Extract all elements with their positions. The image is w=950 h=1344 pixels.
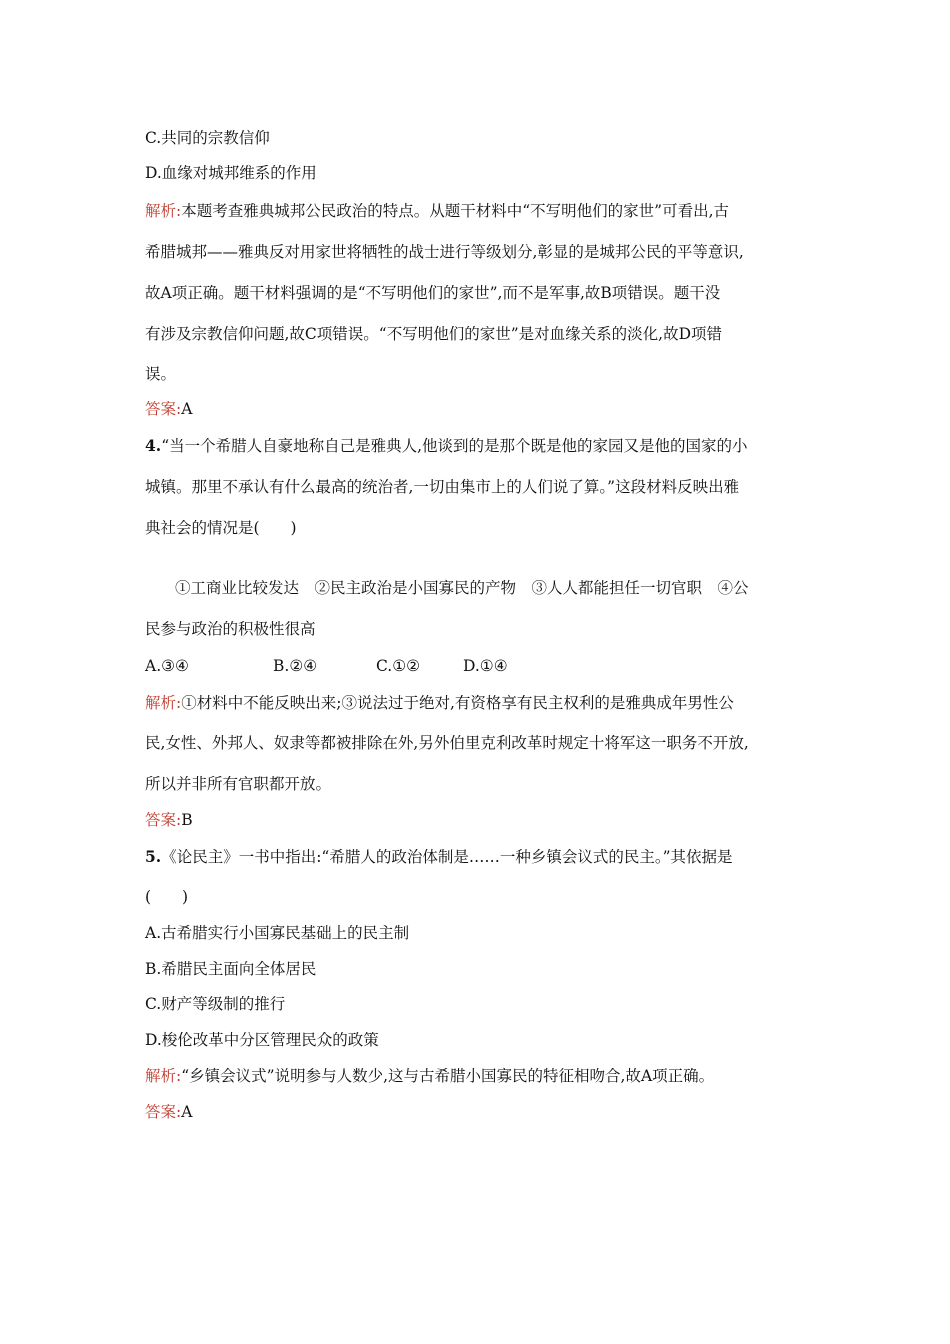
- q4-statements-line-1: ①工商业比较发达 ②民主政治是小国寡民的产物 ③人人都能担任一切官职 ④公: [175, 579, 749, 597]
- q3-analysis-line-3: 故A项正确。题干材料强调的是“不写明他们的家世”,而不是军事,故B项错误。题干没: [145, 284, 721, 302]
- q4-options: [145, 656, 508, 676]
- q5-answer-value: A: [181, 1103, 193, 1121]
- q5-analysis-text: “乡镇会议式”说明参与人数少,这与古希腊小国寡民的特征相吻合,故A项正确。: [181, 1067, 715, 1085]
- q5-stem-line-2: ( ): [145, 888, 189, 906]
- q3-analysis-line-4: 有涉及宗教信仰问题,故C项错误。“不写明他们的家世”是对血缘关系的淡化,故D项错: [145, 325, 722, 343]
- q4-answer-value: B: [181, 811, 193, 829]
- q3-analysis-text-1: 本题考查雅典城邦公民政治的特点。从题干材料中“不写明他们的家世”可看出,古: [181, 202, 730, 220]
- q4-number: 4.: [145, 436, 162, 455]
- q5-number: 5.: [145, 847, 162, 866]
- q4-stem-line-2: 城镇。那里不承认有什么最高的统治者,一切由集市上的人们说了算。”这段材料反映出雅: [145, 478, 740, 496]
- q4-answer-label: 答案:: [145, 811, 182, 829]
- q3-analysis-line-1: [145, 201, 729, 221]
- q4-option-b: B.②④: [273, 657, 318, 675]
- q4-option-a: A.③④: [145, 657, 189, 675]
- q4-option-c: C.①②: [376, 657, 421, 675]
- q5-answer-label: 答案:: [145, 1103, 182, 1121]
- q5-answer: [145, 1102, 192, 1122]
- q5-option-b: B.希腊民主面向全体居民: [145, 960, 317, 978]
- q5-analysis-label: 解析:: [145, 1067, 182, 1085]
- q5-analysis: [145, 1066, 714, 1086]
- q3-analysis-line-5: 误。: [145, 365, 177, 383]
- q4-stem-line-3: 典社会的情况是( ): [145, 519, 297, 537]
- q4-option-d: D.①④: [463, 657, 508, 675]
- q5-stem-line-1: [145, 847, 733, 867]
- q5-option-c: C.财产等级制的推行: [145, 995, 286, 1013]
- q4-answer: [145, 810, 193, 830]
- q3-option-c: C.共同的宗教信仰: [145, 129, 270, 147]
- q3-analysis-label: 解析:: [145, 202, 182, 220]
- q4-analysis-line-3: 所以并非所有官职都开放。: [145, 775, 332, 793]
- q4-stem-line-1: [145, 436, 748, 456]
- q4-statements-line-2: 民参与政治的积极性很高: [145, 620, 316, 638]
- q4-analysis-line-1: [145, 693, 734, 713]
- q4-analysis-text-1: ①材料中不能反映出来;③说法过于绝对,有资格享有民主权利的是雅典成年男性公: [181, 694, 734, 712]
- q3-option-d: D.血缘对城邦维系的作用: [145, 164, 317, 182]
- q3-analysis-line-2: 希腊城邦——雅典反对用家世将牺牲的战士进行等级划分,彰显的是城邦公民的平等意识,: [145, 243, 744, 261]
- q5-stem-text-1: 《论民主》一书中指出:“希腊人的政治体制是……一种乡镇会议式的民主。”其依据是: [161, 848, 733, 866]
- q5-option-d: D.梭伦改革中分区管理民众的政策: [145, 1031, 379, 1049]
- q4-analysis-line-2: 民,女性、外邦人、奴隶等都被排除在外,另外伯里克利改革时规定十将军这一职务不开放,: [145, 734, 749, 752]
- q3-answer: [145, 399, 192, 419]
- q4-analysis-label: 解析:: [145, 694, 182, 712]
- q4-stem-text-1: “当一个希腊人自豪地称自己是雅典人,他谈到的是那个既是他的家园又是他的国家的小: [161, 437, 748, 455]
- q3-answer-value: A: [181, 400, 193, 418]
- q5-option-a: A.古希腊实行小国寡民基础上的民主制: [145, 924, 410, 942]
- q3-answer-label: 答案:: [145, 400, 182, 418]
